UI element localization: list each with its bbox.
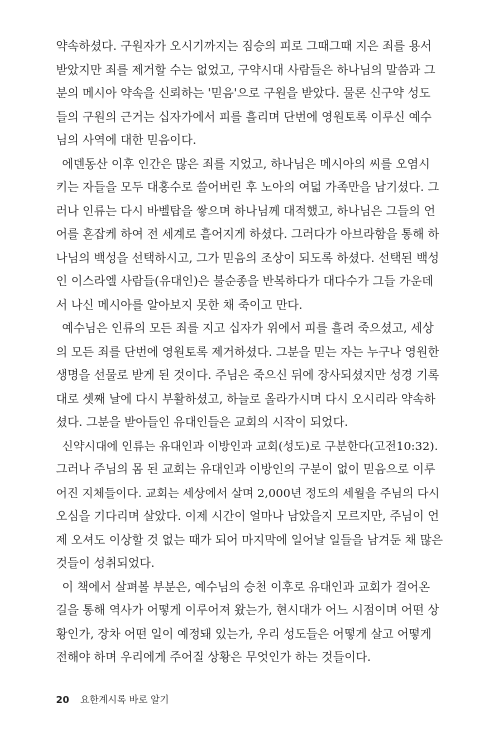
- page-number: 20: [56, 695, 70, 706]
- text-line: 러나 인류는 다시 바벨탑을 쌓으며 하나님께 대적했고, 하나님은 그들의 언: [56, 203, 436, 218]
- text-line: 전해야 하며 우리에게 주어질 상황은 무엇인가 하는 것들이다.: [56, 650, 371, 664]
- text-line: 신약시대에 인류는 유대인과 이방인과 교회(성도)로 구분한다(고전10:32).: [62, 438, 439, 453]
- text-line: 받았지만 죄를 제거할 수는 없었고, 구약시대 사람들은 하나님의 말씀과 그: [56, 62, 436, 77]
- text-line: 길을 통해 역사가 어떻게 이루어져 왔는가, 현시대가 어느 시점이며 어떤 상: [56, 603, 440, 617]
- text-line: 오심을 기다리며 살았다. 이제 시간이 얼마나 남았을지 모르지만, 주님이 언: [56, 509, 440, 523]
- text-line: 님의 사역에 대한 믿음이다.: [56, 133, 197, 147]
- text-line: 어진 지체들이다. 교회는 세상에서 살며 2,000년 정도의 세월을 주님의 다시: [56, 485, 440, 500]
- text-line: 예수님은 인류의 모든 죄를 지고 십자가 위에서 피를 흘려 죽으셨고, 세상: [62, 321, 434, 335]
- text-line: 인 이스라엘 사람들(유대인)은 불순종을 반복하다가 대다수가 그들 가운데: [56, 274, 434, 288]
- text-line: 분의 메시아 약속을 신뢰하는 '믿음'으로 구원을 받았다. 물론 신구약 성도: [56, 86, 431, 100]
- text-line: 대로 셋째 날에 다시 부활하셨고, 하늘로 올라가시며 다시 오시리라 약속하: [56, 391, 436, 406]
- paragraph-4: [56, 435, 443, 576]
- text-line: 것들이 성취되었다.: [56, 556, 155, 570]
- text-line: 에덴동산 이후 인간은 많은 죄를 지었고, 하나님은 메시아의 씨를 오염시: [62, 156, 430, 171]
- text-line: 그러나 주님의 몸 된 교회는 유대인과 이방인의 구분이 없이 믿음으로 이루: [56, 462, 436, 476]
- text-line: 의 모든 죄를 단번에 영원토록 제거하셨다. 그분을 믿는 자는 누구나 영원한: [56, 344, 440, 359]
- body-text: [56, 35, 443, 670]
- text-line: 셨다. 그분을 받아들인 유대인들은 교회의 시작이 되었다.: [56, 415, 349, 429]
- paragraph-5: [56, 576, 443, 670]
- paragraph-1: [56, 35, 443, 153]
- text-line: 서 나신 메시아를 알아보지 못한 채 죽이고 만다.: [56, 297, 303, 312]
- text-line: 약속하셨다. 구원자가 오시기까지는 짐승의 피로 그때그때 지은 죄를 용서: [56, 39, 432, 53]
- text-line: 제 오셔도 이상할 것 없는 때가 되어 마지막에 일어날 일들을 남겨둔 채 많은: [56, 532, 443, 547]
- text-line: 들의 구원의 근거는 십자가에서 피를 흘리며 단번에 영원토록 이루신 예수: [56, 109, 432, 124]
- text-line: 생명을 선물로 받게 된 것이다. 주님은 죽으신 뒤에 장사되셨지만 성경 기록: [56, 368, 440, 382]
- text-line: 어를 혼잡케 하여 전 세계로 흩어지게 하셨다. 그러다가 아브라함을 통해 하: [56, 227, 440, 241]
- text-line: 이 책에서 살펴볼 부분은, 예수님의 승천 이후로 유대인과 교회가 걸어온: [62, 579, 430, 594]
- text-line: 키는 자들을 모두 대홍수로 쓸어버린 후 노아의 여덟 가족만을 남기셨다. 그: [56, 180, 440, 194]
- paragraph-2: [56, 153, 443, 318]
- text-line: 나님의 백성을 선택하시고, 그가 믿음의 조상이 되도록 하셨다. 선택된 백성: [56, 250, 440, 265]
- text-line: 황인가, 장차 어떤 일이 예정돼 있는가, 우리 성도들은 어떻게 살고 어떻게: [56, 626, 432, 641]
- running-title: 요한계시록 바로 알기: [80, 695, 169, 706]
- page-footer: [56, 692, 169, 706]
- paragraph-3: [56, 317, 443, 435]
